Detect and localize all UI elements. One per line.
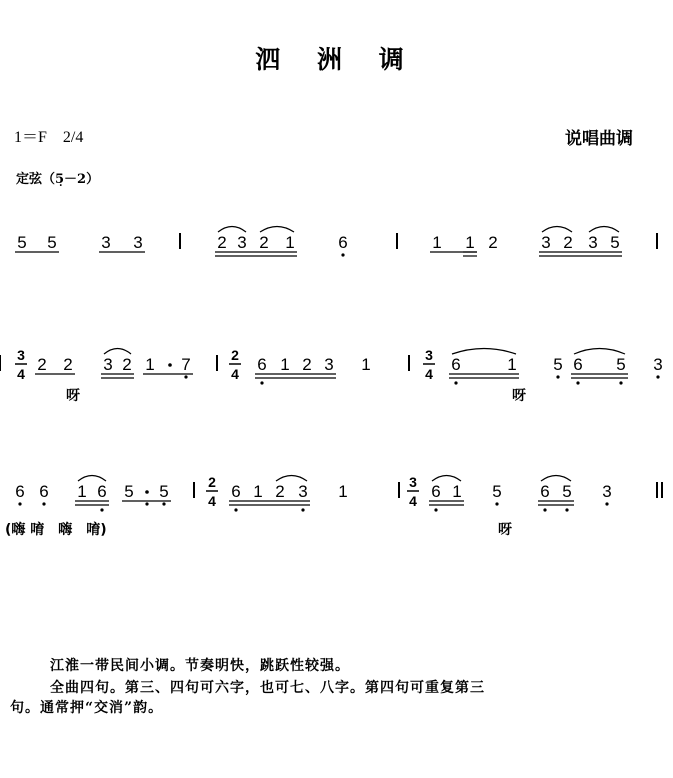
- note: 6: [257, 355, 267, 374]
- octave-dot: [495, 502, 498, 505]
- octave-dot: [565, 508, 568, 511]
- note: 2: [563, 233, 573, 252]
- note-line-3: 句。通常押“交消”韵。: [10, 700, 164, 716]
- note: 2: [217, 233, 227, 252]
- slur: [260, 227, 294, 233]
- key-signature: 1＝F 2/4: [14, 129, 84, 146]
- slur: [218, 227, 246, 233]
- slur: [432, 476, 461, 482]
- note: 3: [101, 233, 111, 252]
- octave-dot: [434, 508, 437, 511]
- note: 1: [361, 355, 371, 374]
- time-signature-denominator: 4: [409, 493, 417, 509]
- note: 5: [17, 233, 27, 252]
- note: 5: [610, 233, 620, 252]
- lyric: (嗨 唷 嗨 唷): [5, 522, 107, 538]
- slur: [78, 476, 106, 482]
- note: 7: [181, 355, 191, 374]
- note: 1: [253, 482, 263, 501]
- note: 3: [324, 355, 334, 374]
- note: 2: [259, 233, 269, 252]
- note: 5: [159, 482, 169, 501]
- time-signature-denominator: 4: [231, 366, 239, 382]
- slur: [452, 349, 516, 355]
- note: 6: [431, 482, 441, 501]
- octave-dot: [260, 381, 263, 384]
- note: 6: [39, 482, 49, 501]
- note: 6: [338, 233, 348, 252]
- note: 2: [122, 355, 132, 374]
- note: 3: [653, 355, 663, 374]
- tuning-label: 定弦（5̣－2）: [16, 172, 100, 187]
- note: 3: [541, 233, 551, 252]
- note: 3: [237, 233, 247, 252]
- octave-dot: [576, 381, 579, 384]
- note: 5: [562, 482, 572, 501]
- time-signature-denominator: 4: [208, 493, 216, 509]
- octave-dot: [42, 502, 45, 505]
- note: 5: [492, 482, 502, 501]
- note: 5: [47, 233, 57, 252]
- augmentation-dot: [145, 490, 149, 494]
- slur: [589, 227, 619, 233]
- note: 2: [63, 355, 73, 374]
- time-signature-numerator: 3: [17, 347, 25, 363]
- note-line-2: 全曲四句。第三、四句可六字，也可七、八字。第四句可重复第三: [50, 680, 485, 696]
- note: 1: [280, 355, 290, 374]
- note: 1: [452, 482, 462, 501]
- note: 5: [616, 355, 626, 374]
- song-title: 泗 洲 调: [255, 45, 418, 74]
- lyric: 呀: [66, 388, 80, 404]
- note: 1: [338, 482, 348, 501]
- octave-dot: [301, 508, 304, 511]
- octave-dot: [184, 375, 187, 378]
- octave-dot: [145, 502, 148, 505]
- note: 3: [602, 482, 612, 501]
- octave-dot: [556, 375, 559, 378]
- octave-dot: [656, 375, 659, 378]
- time-signature-numerator: 3: [409, 474, 417, 490]
- note: 1: [465, 233, 475, 252]
- note: 6: [451, 355, 461, 374]
- note: 1: [145, 355, 155, 374]
- note: 6: [540, 482, 550, 501]
- note: 1: [432, 233, 442, 252]
- note: 5: [553, 355, 563, 374]
- time-signature-numerator: 2: [208, 474, 216, 490]
- time-signature-denominator: 4: [17, 366, 25, 382]
- octave-dot: [162, 502, 165, 505]
- time-signature-denominator: 4: [425, 366, 433, 382]
- note: 1: [77, 482, 87, 501]
- note: 6: [15, 482, 25, 501]
- time-signature-numerator: 2: [231, 347, 239, 363]
- slur: [276, 476, 307, 482]
- augmentation-dot: [168, 363, 172, 367]
- lyric: 呀: [498, 522, 512, 538]
- note: 2: [37, 355, 47, 374]
- note: 6: [97, 482, 107, 501]
- note: 1: [507, 355, 517, 374]
- note: 3: [588, 233, 598, 252]
- note: 6: [573, 355, 583, 374]
- lyric: 呀: [512, 388, 526, 404]
- slur: [542, 227, 572, 233]
- time-signature-numerator: 3: [425, 347, 433, 363]
- octave-dot: [234, 508, 237, 511]
- genre-label: 说唱曲调: [565, 129, 633, 149]
- octave-dot: [619, 381, 622, 384]
- note: 3: [133, 233, 143, 252]
- note: 2: [302, 355, 312, 374]
- octave-dot: [605, 502, 608, 505]
- note: 5: [124, 482, 134, 501]
- slur: [574, 349, 625, 355]
- octave-dot: [341, 253, 344, 256]
- octave-dot: [543, 508, 546, 511]
- note-line-1: 江淮一带民间小调。节奏明快，跳跃性较强。: [50, 658, 350, 674]
- slur: [104, 349, 131, 355]
- note: 2: [275, 482, 285, 501]
- octave-dot: [18, 502, 21, 505]
- note: 6: [231, 482, 241, 501]
- octave-dot: [454, 381, 457, 384]
- slur: [541, 476, 571, 482]
- octave-dot: [100, 508, 103, 511]
- note: 1: [285, 233, 295, 252]
- note: 3: [298, 482, 308, 501]
- note: 2: [488, 233, 498, 252]
- note: 3: [103, 355, 113, 374]
